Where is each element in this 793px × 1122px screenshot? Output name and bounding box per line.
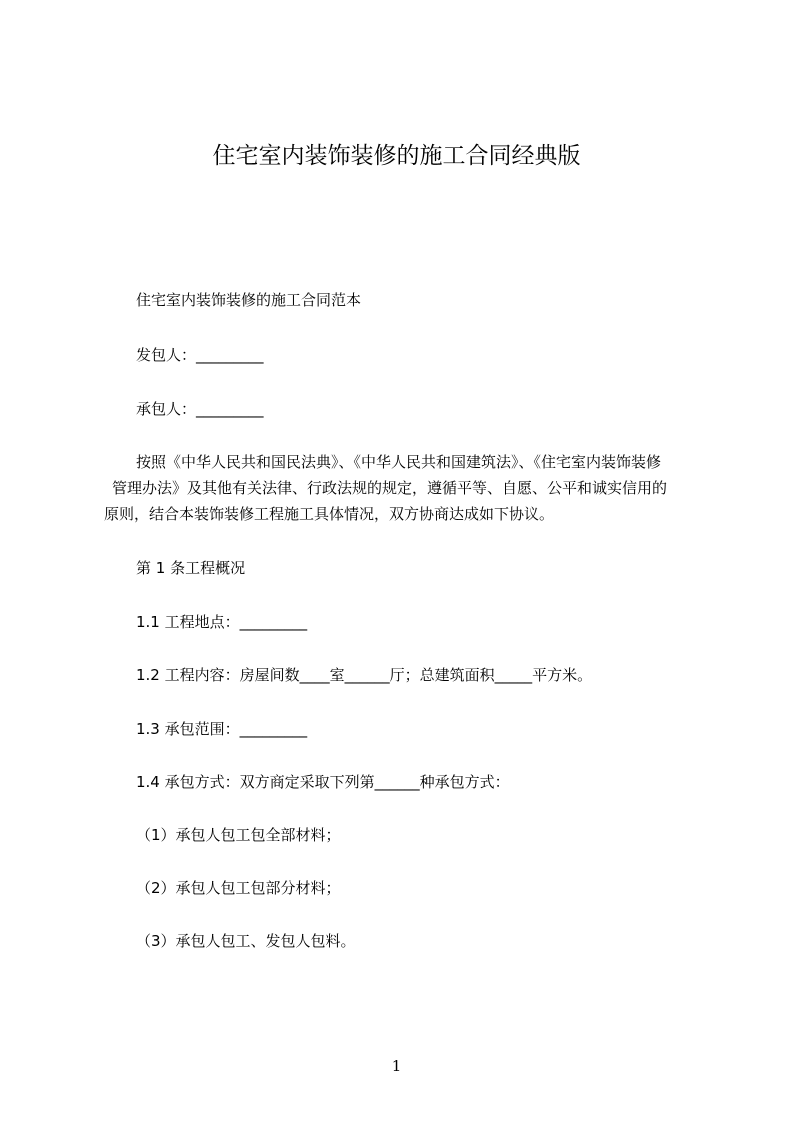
article-1-heading: 第 1 条工程概况 [136, 559, 246, 577]
option-1: （1）承包人包工包全部材料； [136, 826, 341, 844]
contract-subtitle: 住宅室内装饰装修的施工合同范本 [136, 291, 362, 309]
contract-method-field: 1.4 承包方式：双方商定采取下列第______种承包方式： [136, 773, 510, 791]
option-3: （3）承包人包工、发包人包料。 [136, 932, 356, 950]
project-location-field: 1.1 工程地点：_________ [136, 613, 308, 631]
preamble-paragraph [104, 449, 698, 527]
project-content-field: 1.2 工程内容：房屋间数____室______厅；总建筑面积_____平方米。 [136, 666, 593, 684]
preamble-line-1: 按照《中华人民共和国民法典》、《中华人民共和国建筑法》、《住宅室内装饰装修 [136, 453, 662, 471]
document-title: 住宅室内装饰装修的施工合同经典版 [212, 143, 581, 169]
page-number: 1 [391, 1057, 402, 1075]
option-2: （2）承包人包工包部分材料； [136, 879, 341, 897]
employer-field: 发包人：_________ [136, 346, 264, 364]
preamble-line-3: 原则，结合本装饰装修工程施工具体情况，双方协商达成如下协议。 [104, 505, 555, 523]
preamble-line-2: 管理办法》及其他有关法律、行政法规的规定，遵循平等、自愿、公平和诚实信用的 [112, 479, 668, 497]
contract-scope-field: 1.3 承包范围：_________ [136, 720, 308, 738]
contractor-field: 承包人：_________ [136, 400, 264, 418]
